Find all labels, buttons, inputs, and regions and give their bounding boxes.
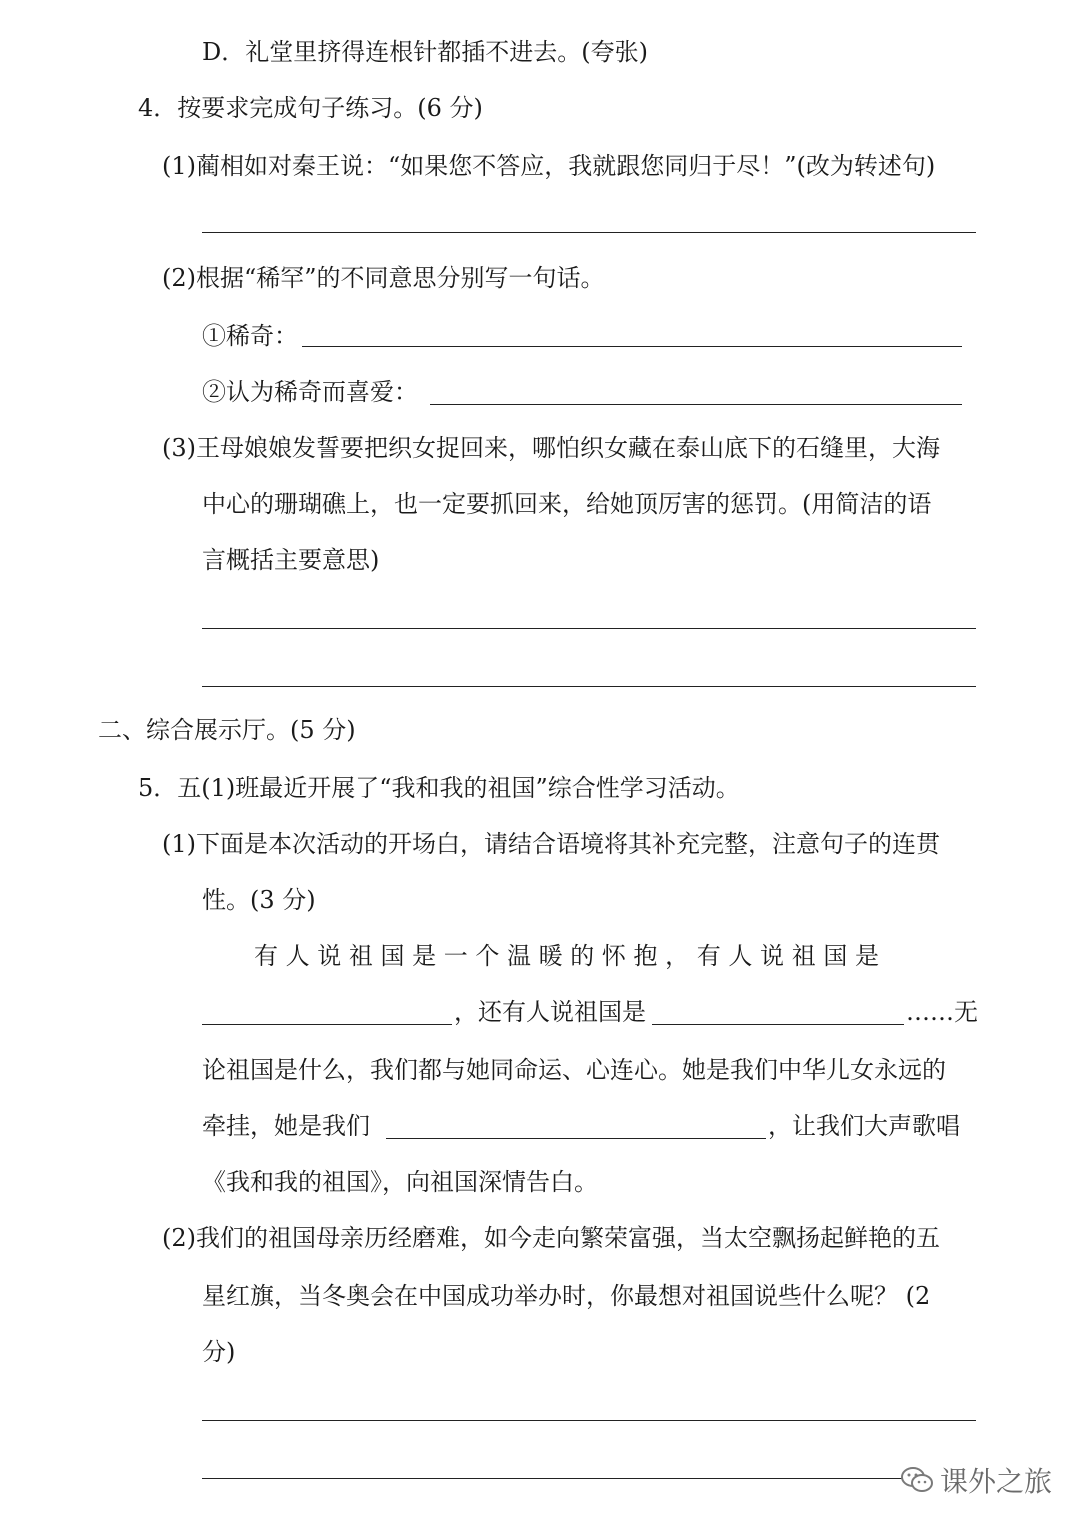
watermark: [900, 1458, 1052, 1502]
answer-line[interactable]: [202, 686, 976, 687]
question-4-heading: 4．按要求完成句子练习。(6 分): [138, 94, 483, 122]
paragraph-line-1: 有 人 说 祖 国 是 一 个 温 暖 的 怀 抱 ， 有 人 说 祖 国 是: [254, 942, 879, 970]
question-5-part-1-line-1: (1)下面是本次活动的开场白，请结合语境将其补充完整，注意句子的连贯: [162, 830, 940, 858]
fill-blank[interactable]: [202, 1024, 452, 1025]
paragraph-line-2-middle: ，还有人说祖国是: [454, 998, 646, 1026]
question-4-part-2: (2)根据“稀罕”的不同意思分别写一句话。: [162, 264, 605, 292]
option-d: D．礼堂里挤得连根针都插不进去。(夸张): [202, 38, 648, 66]
answer-line[interactable]: [202, 232, 976, 233]
paragraph-line-3: 论祖国是什么，我们都与她同命运、心连心。她是我们中华儿女永远的: [202, 1056, 946, 1084]
answer-line[interactable]: [430, 404, 962, 405]
question-4-part-3-line-2: 中心的珊瑚礁上，也一定要抓回来，给她顶厉害的惩罚。(用简洁的语: [202, 490, 932, 518]
paragraph-line-4-end: ，让我们大声歌唱: [768, 1112, 960, 1140]
question-5-part-2-line-2: 星红旗，当冬奥会在中国成功举办时，你最想对祖国说些什么呢？ (2: [202, 1282, 931, 1310]
question-5-heading: 5．五(1)班最近开展了“我和我的祖国”综合性学习活动。: [138, 774, 740, 802]
paragraph-line-2-end: ……无: [906, 998, 978, 1026]
fill-blank[interactable]: [652, 1024, 904, 1025]
answer-line[interactable]: [302, 346, 962, 347]
question-5-part-1-line-2: 性。(3 分): [202, 886, 316, 914]
question-4-part-3-line-3: 言概括主要意思): [202, 546, 380, 574]
answer-line[interactable]: [202, 1420, 976, 1421]
question-5-part-2-line-1: (2)我们的祖国母亲历经磨难，如今走向繁荣富强，当太空飘扬起鲜艳的五: [162, 1224, 940, 1252]
question-4-part-1: (1)蔺相如对秦王说：“如果您不答应，我就跟您同归于尽！”(改为转述句): [162, 152, 936, 180]
paragraph-line-4-start: 牵挂，她是我们: [202, 1112, 370, 1140]
answer-line[interactable]: [202, 1478, 902, 1479]
question-4-part-2-b: ②认为稀奇而喜爱：: [202, 378, 418, 406]
answer-line[interactable]: [202, 628, 976, 629]
fill-blank[interactable]: [386, 1138, 766, 1139]
question-4-part-3-line-1: (3)王母娘娘发誓要把织女捉回来，哪怕织女藏在泰山底下的石缝里，大海: [162, 434, 940, 462]
wechat-icon: [900, 1465, 934, 1495]
watermark-text: 课外之旅: [940, 1465, 1053, 1498]
question-4-part-2-a: ①稀奇：: [202, 322, 298, 350]
paragraph-line-5: 《我和我的祖国》，向祖国深情告白。: [202, 1168, 598, 1196]
section-2-heading: 二、综合展示厅。(5 分): [98, 716, 356, 744]
question-5-part-2-line-3: 分): [202, 1338, 236, 1366]
